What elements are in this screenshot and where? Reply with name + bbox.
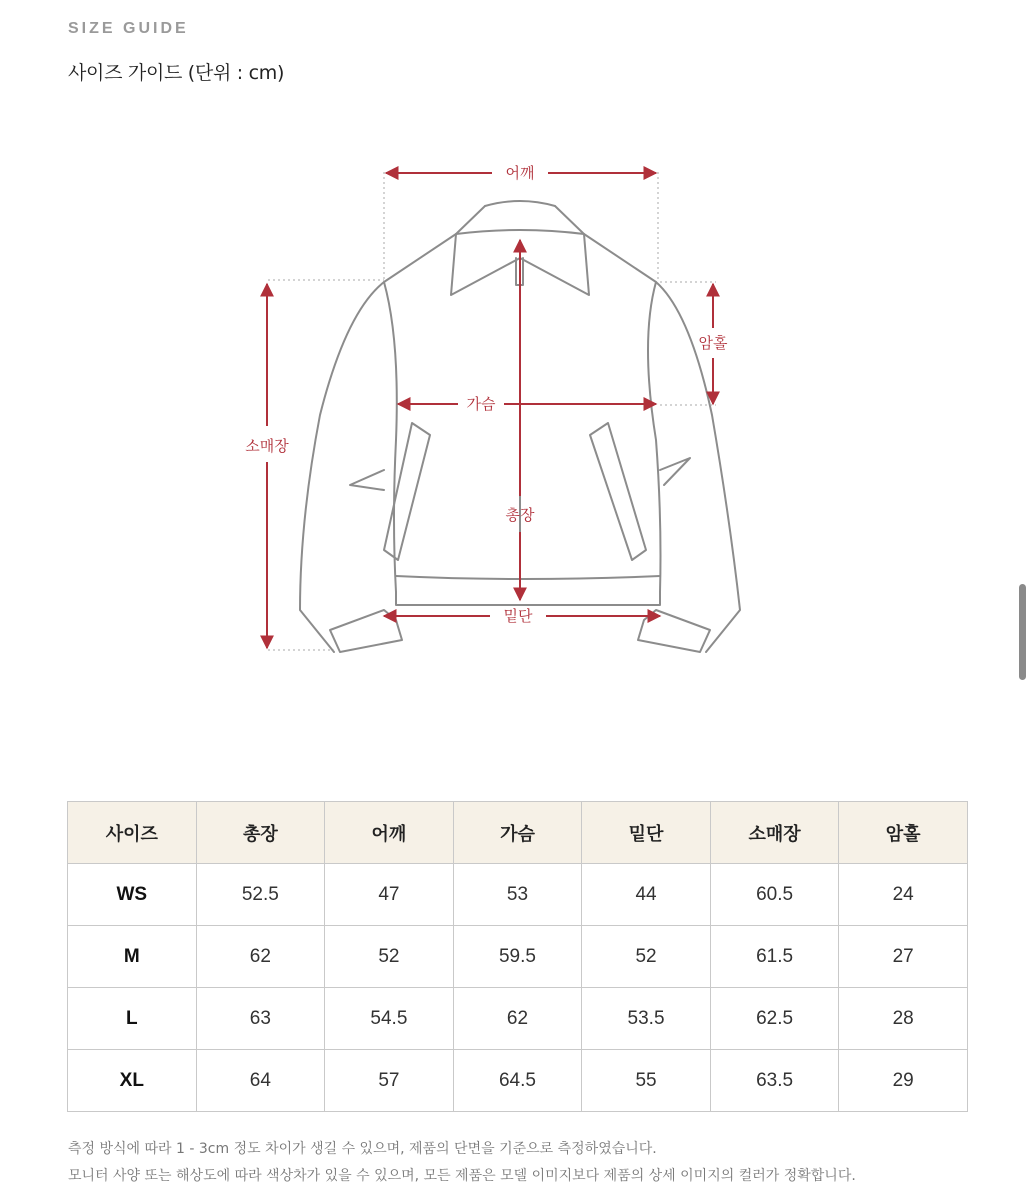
header-shoulder: 어깨 xyxy=(325,802,454,864)
cell-sleeve: 63.5 xyxy=(710,1050,839,1112)
shoulder-label: 어깨 xyxy=(505,164,535,182)
section-eyebrow: SIZE GUIDE xyxy=(68,20,189,37)
cell-hem: 44 xyxy=(582,864,711,926)
cell-shoulder: 47 xyxy=(325,864,454,926)
cell-shoulder: 57 xyxy=(325,1050,454,1112)
cell-shoulder: 52 xyxy=(325,926,454,988)
cell-size: M xyxy=(68,926,197,988)
cell-length: 64 xyxy=(196,1050,325,1112)
cell-chest: 59.5 xyxy=(453,926,582,988)
cell-size: L xyxy=(68,988,197,1050)
table-row xyxy=(68,1050,968,1112)
cell-armhole: 27 xyxy=(839,926,968,988)
cell-length: 63 xyxy=(196,988,325,1050)
cell-chest: 64.5 xyxy=(453,1050,582,1112)
table-header-row xyxy=(68,802,968,864)
cell-size: XL xyxy=(68,1050,197,1112)
cell-chest: 62 xyxy=(453,988,582,1050)
header-size: 사이즈 xyxy=(68,802,197,864)
table-row xyxy=(68,988,968,1050)
cell-length: 52.5 xyxy=(196,864,325,926)
header-armhole: 암홀 xyxy=(839,802,968,864)
table-row xyxy=(68,926,968,988)
size-table xyxy=(67,801,968,1112)
cell-length: 62 xyxy=(196,926,325,988)
armhole-label: 암홀 xyxy=(698,334,728,352)
length-label: 총장 xyxy=(505,506,535,524)
header-length: 총장 xyxy=(196,802,325,864)
cell-chest: 53 xyxy=(453,864,582,926)
cell-shoulder: 54.5 xyxy=(325,988,454,1050)
cell-hem: 55 xyxy=(582,1050,711,1112)
cell-hem: 52 xyxy=(582,926,711,988)
cell-sleeve: 60.5 xyxy=(710,864,839,926)
note-line: 모니터 사양 또는 해상도에 따라 색상차가 있을 수 있으며, 모든 제품은 모델 이미지보다 제품의 상세 이미지의 컬러가 정확합니다. xyxy=(68,1168,856,1184)
jacket-measurement-diagram xyxy=(0,140,1034,680)
table-row xyxy=(68,864,968,926)
chest-label: 가슴 xyxy=(466,395,496,413)
header-hem: 밑단 xyxy=(582,802,711,864)
scrollbar[interactable] xyxy=(1019,584,1026,680)
header-sleeve: 소매장 xyxy=(710,802,839,864)
cell-hem: 53.5 xyxy=(582,988,711,1050)
cell-armhole: 28 xyxy=(839,988,968,1050)
cell-armhole: 24 xyxy=(839,864,968,926)
sleeve-label: 소매장 xyxy=(245,437,289,455)
cell-size: WS xyxy=(68,864,197,926)
header-chest: 가슴 xyxy=(453,802,582,864)
cell-sleeve: 61.5 xyxy=(710,926,839,988)
note-line: 측정 방식에 따라 1 - 3cm 정도 차이가 생길 수 있으며, 제품의 단면을 기준으로 측정하였습니다. xyxy=(68,1141,657,1157)
cell-armhole: 29 xyxy=(839,1050,968,1112)
cell-sleeve: 62.5 xyxy=(710,988,839,1050)
page-title: 사이즈 가이드 (단위 : cm) xyxy=(68,62,285,84)
hem-label: 밑단 xyxy=(503,607,533,625)
notes xyxy=(68,1136,856,1190)
